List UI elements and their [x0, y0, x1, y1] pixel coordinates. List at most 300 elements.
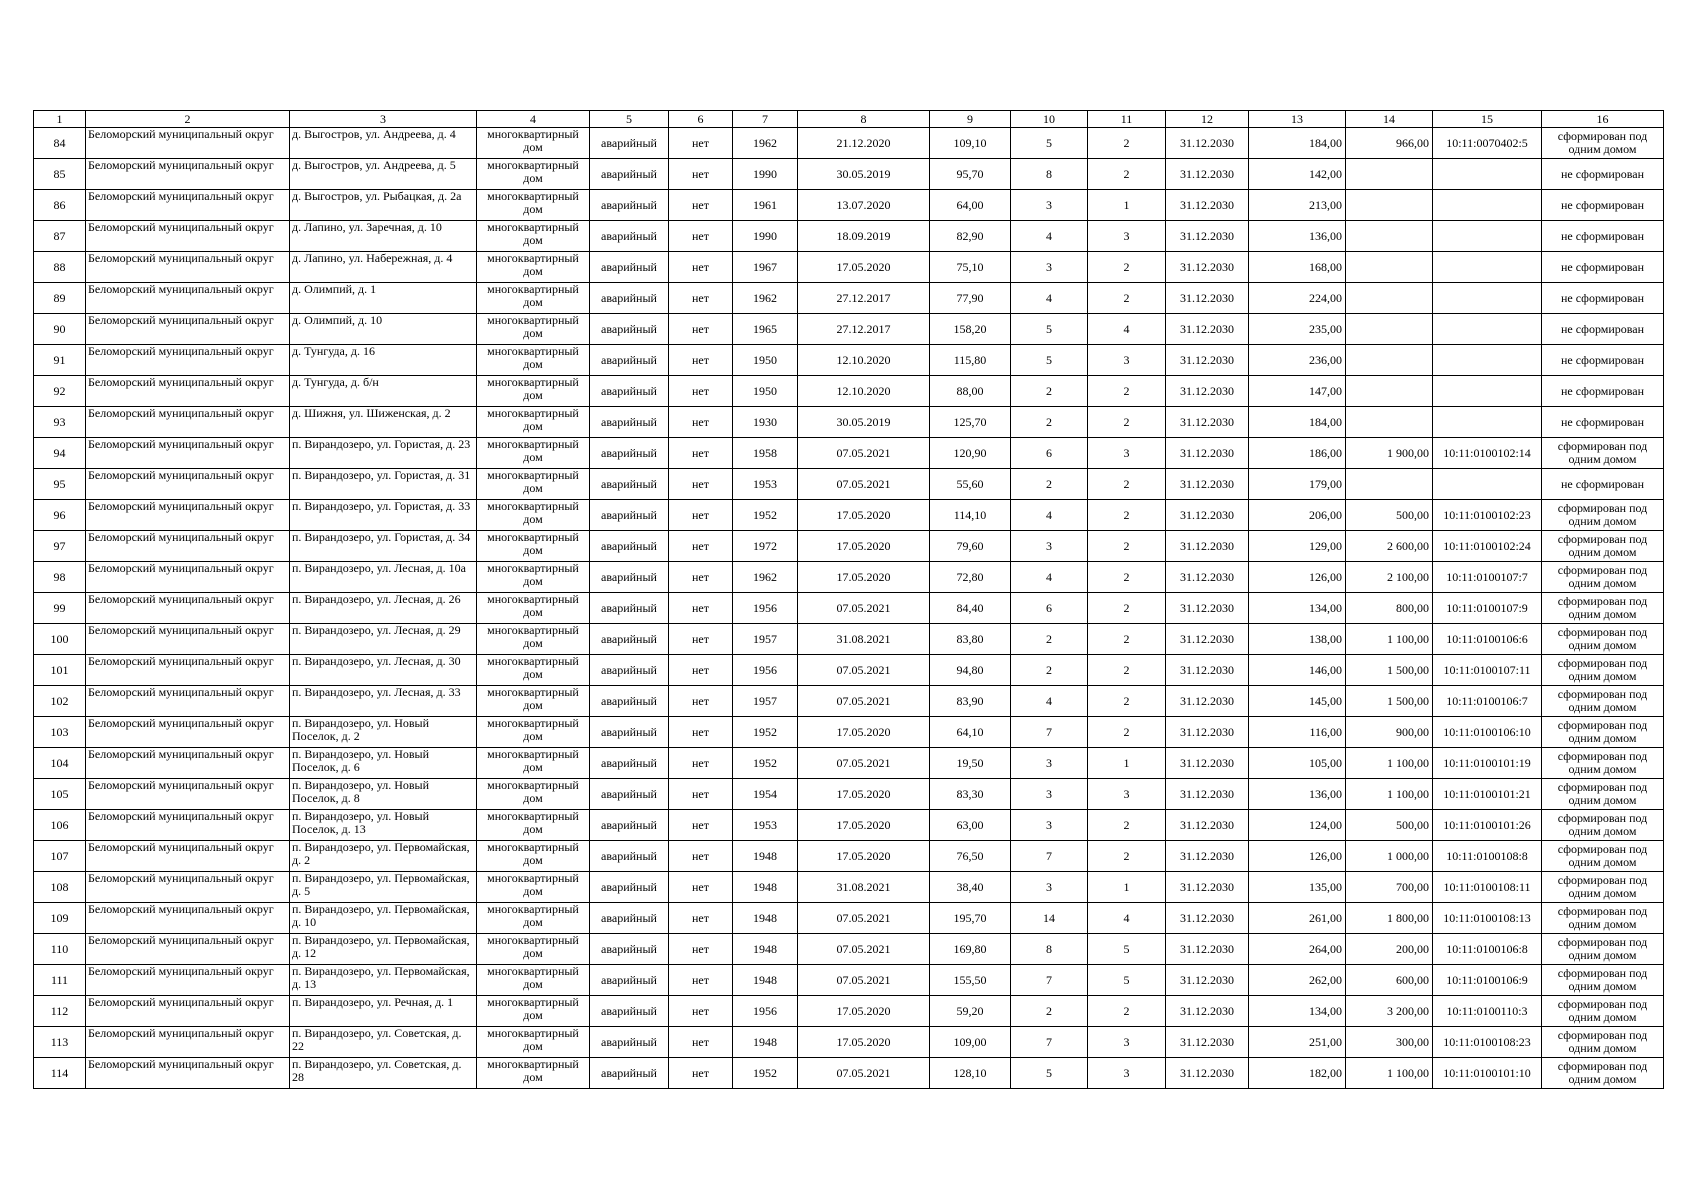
table-row — [34, 128, 1664, 159]
cell-residents: 7 — [1011, 965, 1088, 996]
cell-build-year: 1962 — [733, 283, 798, 314]
cell-cost-value: 136,00 — [1249, 779, 1346, 810]
cell-flag: нет — [669, 841, 733, 872]
cell-building-type: многоквартирный дом — [477, 934, 590, 965]
cell-address: д. Выгостров, ул. Андреева, д. 4 — [290, 128, 477, 159]
table-row — [34, 810, 1664, 841]
cell-address: п. Вирандозеро, ул. Первомайская, д. 5 — [290, 872, 477, 903]
cell-area: 169,80 — [930, 934, 1011, 965]
cell-deadline: 31.12.2030 — [1166, 624, 1249, 655]
cell-deadline: 31.12.2030 — [1166, 872, 1249, 903]
cell-cadastral-number: 10:11:0100107:9 — [1433, 593, 1542, 624]
cell-deadline: 31.12.2030 — [1166, 407, 1249, 438]
cell-row-number: 114 — [34, 1058, 86, 1089]
cell-cost-value: 145,00 — [1249, 686, 1346, 717]
cell-residents: 2 — [1011, 376, 1088, 407]
cell-row-number: 85 — [34, 159, 86, 190]
cell-flag: нет — [669, 624, 733, 655]
column-header-5: 5 — [590, 111, 669, 128]
cell-build-year: 1948 — [733, 903, 798, 934]
cell-building-type: многоквартирный дом — [477, 531, 590, 562]
cell-cadastral-number: 10:11:0100101:19 — [1433, 748, 1542, 779]
cell-deadline: 31.12.2030 — [1166, 965, 1249, 996]
cell-condition: аварийный — [590, 810, 669, 841]
cell-row-number: 89 — [34, 283, 86, 314]
cell-recognition-date: 17.05.2020 — [798, 996, 930, 1027]
cell-flag: нет — [669, 1058, 733, 1089]
table-header — [34, 111, 1664, 128]
cell-cadastral-number — [1433, 345, 1542, 376]
cell-condition: аварийный — [590, 438, 669, 469]
cell-deadline: 31.12.2030 — [1166, 779, 1249, 810]
cell-municipality: Беломорский муниципальный округ — [86, 624, 290, 655]
cell-recognition-date: 17.05.2020 — [798, 1027, 930, 1058]
cell-deadline: 31.12.2030 — [1166, 748, 1249, 779]
cell-cadastral-number — [1433, 221, 1542, 252]
cell-recognition-date: 31.08.2021 — [798, 624, 930, 655]
table-row — [34, 221, 1664, 252]
cell-deadline: 31.12.2030 — [1166, 562, 1249, 593]
cell-row-number: 100 — [34, 624, 86, 655]
cell-land-area: 1 100,00 — [1346, 779, 1433, 810]
cell-residents: 3 — [1011, 190, 1088, 221]
cell-recognition-date: 17.05.2020 — [798, 841, 930, 872]
cell-address: п. Вирандозеро, ул. Первомайская, д. 2 — [290, 841, 477, 872]
cell-address: п. Вирандозеро, ул. Первомайская, д. 13 — [290, 965, 477, 996]
cell-apartments: 1 — [1088, 190, 1166, 221]
cell-residents: 2 — [1011, 624, 1088, 655]
cell-area: 77,90 — [930, 283, 1011, 314]
cell-address: п. Вирандозеро, ул. Советская, д. 22 — [290, 1027, 477, 1058]
cell-address: п. Вирандозеро, ул. Лесная, д. 26 — [290, 593, 477, 624]
cell-condition: аварийный — [590, 221, 669, 252]
cell-building-type: многоквартирный дом — [477, 593, 590, 624]
cell-cost-value: 236,00 — [1249, 345, 1346, 376]
cell-flag: нет — [669, 345, 733, 376]
cell-build-year: 1953 — [733, 469, 798, 500]
cell-flag: нет — [669, 810, 733, 841]
table-row — [34, 1027, 1664, 1058]
cell-municipality: Беломорский муниципальный округ — [86, 376, 290, 407]
cell-condition: аварийный — [590, 531, 669, 562]
cell-deadline: 31.12.2030 — [1166, 655, 1249, 686]
cell-row-number: 110 — [34, 934, 86, 965]
cell-building-type: многоквартирный дом — [477, 562, 590, 593]
cell-row-number: 101 — [34, 655, 86, 686]
cell-flag: нет — [669, 159, 733, 190]
cell-land-area — [1346, 314, 1433, 345]
cell-area: 158,20 — [930, 314, 1011, 345]
cell-recognition-date: 31.08.2021 — [798, 872, 930, 903]
cell-building-type: многоквартирный дом — [477, 128, 590, 159]
cell-municipality: Беломорский муниципальный округ — [86, 438, 290, 469]
cell-condition: аварийный — [590, 252, 669, 283]
cell-row-number: 111 — [34, 965, 86, 996]
cell-residents: 8 — [1011, 159, 1088, 190]
cell-residents: 3 — [1011, 810, 1088, 841]
cell-land-area: 500,00 — [1346, 500, 1433, 531]
cell-build-year: 1948 — [733, 841, 798, 872]
cell-municipality: Беломорский муниципальный округ — [86, 779, 290, 810]
cell-condition: аварийный — [590, 748, 669, 779]
cell-land-area — [1346, 376, 1433, 407]
cell-cadastral-number: 10:11:0100107:11 — [1433, 655, 1542, 686]
cell-land-status: сформирован под одним домом — [1542, 903, 1664, 934]
cell-deadline: 31.12.2030 — [1166, 531, 1249, 562]
cell-land-status: не сформирован — [1542, 407, 1664, 438]
cell-address: п. Вирандозеро, ул. Новый Поселок, д. 13 — [290, 810, 477, 841]
cell-cost-value: 186,00 — [1249, 438, 1346, 469]
cell-municipality: Беломорский муниципальный округ — [86, 965, 290, 996]
cell-municipality: Беломорский муниципальный округ — [86, 128, 290, 159]
cell-deadline: 31.12.2030 — [1166, 128, 1249, 159]
cell-land-area — [1346, 469, 1433, 500]
table-row — [34, 624, 1664, 655]
cell-recognition-date: 17.05.2020 — [798, 531, 930, 562]
cell-deadline: 31.12.2030 — [1166, 438, 1249, 469]
cell-apartments: 2 — [1088, 469, 1166, 500]
cell-municipality: Беломорский муниципальный округ — [86, 872, 290, 903]
cell-condition: аварийный — [590, 283, 669, 314]
cell-recognition-date: 07.05.2021 — [798, 469, 930, 500]
cell-flag: нет — [669, 562, 733, 593]
cell-land-area: 1 500,00 — [1346, 655, 1433, 686]
cell-area: 82,90 — [930, 221, 1011, 252]
cell-land-area: 1 100,00 — [1346, 1058, 1433, 1089]
cell-row-number: 87 — [34, 221, 86, 252]
cell-condition: аварийный — [590, 128, 669, 159]
cell-row-number: 96 — [34, 500, 86, 531]
table-row — [34, 500, 1664, 531]
cell-flag: нет — [669, 531, 733, 562]
cell-cost-value: 213,00 — [1249, 190, 1346, 221]
cell-area: 63,00 — [930, 810, 1011, 841]
cell-flag: нет — [669, 655, 733, 686]
cell-deadline: 31.12.2030 — [1166, 996, 1249, 1027]
registry-sheet — [33, 110, 1663, 1089]
cell-building-type: многоквартирный дом — [477, 221, 590, 252]
cell-cost-value: 116,00 — [1249, 717, 1346, 748]
cell-residents: 3 — [1011, 252, 1088, 283]
cell-condition: аварийный — [590, 469, 669, 500]
cell-apartments: 2 — [1088, 593, 1166, 624]
cell-condition: аварийный — [590, 934, 669, 965]
cell-building-type: многоквартирный дом — [477, 903, 590, 934]
cell-land-status: не сформирован — [1542, 283, 1664, 314]
cell-area: 109,10 — [930, 128, 1011, 159]
cell-address: д. Шижня, ул. Шиженская, д. 2 — [290, 407, 477, 438]
cell-condition: аварийный — [590, 376, 669, 407]
cell-land-status: сформирован под одним домом — [1542, 872, 1664, 903]
table-row — [34, 252, 1664, 283]
cell-area: 120,90 — [930, 438, 1011, 469]
column-header-15: 15 — [1433, 111, 1542, 128]
table-row — [34, 531, 1664, 562]
cell-recognition-date: 07.05.2021 — [798, 655, 930, 686]
cell-land-status: не сформирован — [1542, 190, 1664, 221]
table-row — [34, 655, 1664, 686]
cell-recognition-date: 07.05.2021 — [798, 748, 930, 779]
cell-build-year: 1948 — [733, 1027, 798, 1058]
cell-residents: 3 — [1011, 748, 1088, 779]
cell-condition: аварийный — [590, 624, 669, 655]
cell-land-status: сформирован под одним домом — [1542, 128, 1664, 159]
cell-cadastral-number — [1433, 252, 1542, 283]
cell-address: д. Олимпий, д. 1 — [290, 283, 477, 314]
cell-building-type: многоквартирный дом — [477, 655, 590, 686]
cell-apartments: 2 — [1088, 717, 1166, 748]
cell-land-status: сформирован под одним домом — [1542, 779, 1664, 810]
cell-address: п. Вирандозеро, ул. Новый Поселок, д. 6 — [290, 748, 477, 779]
cell-residents: 14 — [1011, 903, 1088, 934]
cell-land-status: сформирован под одним домом — [1542, 562, 1664, 593]
cell-land-status: сформирован под одним домом — [1542, 438, 1664, 469]
header-row — [34, 111, 1664, 128]
cell-apartments: 4 — [1088, 314, 1166, 345]
cell-build-year: 1956 — [733, 593, 798, 624]
cell-municipality: Беломорский муниципальный округ — [86, 686, 290, 717]
cell-row-number: 92 — [34, 376, 86, 407]
cell-residents: 2 — [1011, 469, 1088, 500]
cell-municipality: Беломорский муниципальный округ — [86, 345, 290, 376]
cell-flag: нет — [669, 314, 733, 345]
cell-land-status: сформирован под одним домом — [1542, 965, 1664, 996]
table-row — [34, 748, 1664, 779]
cell-building-type: многоквартирный дом — [477, 252, 590, 283]
cell-row-number: 99 — [34, 593, 86, 624]
cell-land-area: 800,00 — [1346, 593, 1433, 624]
cell-address: п. Вирандозеро, ул. Лесная, д. 10а — [290, 562, 477, 593]
cell-cadastral-number: 10:11:0100102:24 — [1433, 531, 1542, 562]
cell-condition: аварийный — [590, 965, 669, 996]
cell-cost-value: 142,00 — [1249, 159, 1346, 190]
cell-residents: 4 — [1011, 562, 1088, 593]
cell-apartments: 2 — [1088, 562, 1166, 593]
cell-recognition-date: 17.05.2020 — [798, 779, 930, 810]
cell-recognition-date: 27.12.2017 — [798, 283, 930, 314]
cell-land-area — [1346, 221, 1433, 252]
cell-apartments: 2 — [1088, 996, 1166, 1027]
cell-land-area: 700,00 — [1346, 872, 1433, 903]
column-header-6: 6 — [669, 111, 733, 128]
cell-deadline: 31.12.2030 — [1166, 1058, 1249, 1089]
cell-building-type: многоквартирный дом — [477, 1058, 590, 1089]
cell-deadline: 31.12.2030 — [1166, 252, 1249, 283]
cell-building-type: многоквартирный дом — [477, 717, 590, 748]
cell-cost-value: 261,00 — [1249, 903, 1346, 934]
cell-apartments: 2 — [1088, 252, 1166, 283]
cell-cost-value: 224,00 — [1249, 283, 1346, 314]
cell-deadline: 31.12.2030 — [1166, 841, 1249, 872]
cell-municipality: Беломорский муниципальный округ — [86, 996, 290, 1027]
cell-row-number: 113 — [34, 1027, 86, 1058]
cell-address: п. Вирандозеро, ул. Советская, д. 28 — [290, 1058, 477, 1089]
cell-area: 109,00 — [930, 1027, 1011, 1058]
cell-building-type: многоквартирный дом — [477, 1027, 590, 1058]
cell-land-status: не сформирован — [1542, 252, 1664, 283]
cell-build-year: 1952 — [733, 500, 798, 531]
cell-recognition-date: 07.05.2021 — [798, 593, 930, 624]
cell-flag: нет — [669, 903, 733, 934]
cell-municipality: Беломорский муниципальный округ — [86, 531, 290, 562]
cell-land-status: сформирован под одним домом — [1542, 748, 1664, 779]
cell-deadline: 31.12.2030 — [1166, 1027, 1249, 1058]
cell-municipality: Беломорский муниципальный округ — [86, 903, 290, 934]
cell-cadastral-number: 10:11:0100101:10 — [1433, 1058, 1542, 1089]
cell-condition: аварийный — [590, 996, 669, 1027]
cell-municipality: Беломорский муниципальный округ — [86, 655, 290, 686]
cell-deadline: 31.12.2030 — [1166, 469, 1249, 500]
cell-building-type: многоквартирный дом — [477, 500, 590, 531]
cell-recognition-date: 07.05.2021 — [798, 1058, 930, 1089]
cell-cadastral-number — [1433, 376, 1542, 407]
cell-address: п. Вирандозеро, ул. Гористая, д. 31 — [290, 469, 477, 500]
cell-residents: 7 — [1011, 1027, 1088, 1058]
cell-flag: нет — [669, 934, 733, 965]
column-header-8: 8 — [798, 111, 930, 128]
cell-building-type: многоквартирный дом — [477, 314, 590, 345]
cell-build-year: 1962 — [733, 128, 798, 159]
cell-flag: нет — [669, 748, 733, 779]
cell-building-type: многоквартирный дом — [477, 407, 590, 438]
cell-condition: аварийный — [590, 190, 669, 221]
cell-building-type: многоквартирный дом — [477, 748, 590, 779]
cell-address: д. Олимпий, д. 10 — [290, 314, 477, 345]
cell-row-number: 109 — [34, 903, 86, 934]
cell-area: 19,50 — [930, 748, 1011, 779]
cell-apartments: 1 — [1088, 872, 1166, 903]
cell-land-status: сформирован под одним домом — [1542, 624, 1664, 655]
cell-land-area: 966,00 — [1346, 128, 1433, 159]
cell-municipality: Беломорский муниципальный округ — [86, 221, 290, 252]
cell-municipality: Беломорский муниципальный округ — [86, 283, 290, 314]
cell-land-area: 200,00 — [1346, 934, 1433, 965]
cell-row-number: 84 — [34, 128, 86, 159]
cell-building-type: многоквартирный дом — [477, 779, 590, 810]
table-row — [34, 593, 1664, 624]
table-row — [34, 283, 1664, 314]
cell-flag: нет — [669, 872, 733, 903]
cell-cadastral-number: 10:11:0100108:11 — [1433, 872, 1542, 903]
cell-area: 95,70 — [930, 159, 1011, 190]
table-row — [34, 345, 1664, 376]
cell-apartments: 2 — [1088, 500, 1166, 531]
cell-apartments: 2 — [1088, 128, 1166, 159]
cell-land-area: 1 100,00 — [1346, 748, 1433, 779]
column-header-3: 3 — [290, 111, 477, 128]
cell-apartments: 2 — [1088, 686, 1166, 717]
cell-recognition-date: 30.05.2019 — [798, 159, 930, 190]
cell-build-year: 1952 — [733, 717, 798, 748]
cell-address: п. Вирандозеро, ул. Лесная, д. 29 — [290, 624, 477, 655]
cell-residents: 3 — [1011, 872, 1088, 903]
cell-cost-value: 129,00 — [1249, 531, 1346, 562]
cell-row-number: 105 — [34, 779, 86, 810]
cell-address: д. Лапино, ул. Заречная, д. 10 — [290, 221, 477, 252]
cell-building-type: многоквартирный дом — [477, 872, 590, 903]
cell-building-type: многоквартирный дом — [477, 686, 590, 717]
cell-deadline: 31.12.2030 — [1166, 593, 1249, 624]
cell-cost-value: 262,00 — [1249, 965, 1346, 996]
cell-apartments: 3 — [1088, 221, 1166, 252]
cell-condition: аварийный — [590, 717, 669, 748]
cell-land-status: сформирован под одним домом — [1542, 810, 1664, 841]
cell-residents: 6 — [1011, 438, 1088, 469]
cell-address: п. Вирандозеро, ул. Новый Поселок, д. 2 — [290, 717, 477, 748]
cell-municipality: Беломорский муниципальный округ — [86, 593, 290, 624]
cell-cost-value: 184,00 — [1249, 128, 1346, 159]
table-row — [34, 996, 1664, 1027]
column-header-10: 10 — [1011, 111, 1088, 128]
cell-municipality: Беломорский муниципальный округ — [86, 1058, 290, 1089]
cell-apartments: 2 — [1088, 624, 1166, 655]
cell-land-area — [1346, 407, 1433, 438]
cell-land-status: сформирован под одним домом — [1542, 1058, 1664, 1089]
cell-address: д. Тунгуда, д. б/н — [290, 376, 477, 407]
cell-municipality: Беломорский муниципальный округ — [86, 1027, 290, 1058]
cell-apartments: 5 — [1088, 965, 1166, 996]
cell-recognition-date: 07.05.2021 — [798, 965, 930, 996]
cell-row-number: 108 — [34, 872, 86, 903]
cell-cadastral-number: 10:11:0100106:6 — [1433, 624, 1542, 655]
cell-area: 155,50 — [930, 965, 1011, 996]
cell-building-type: многоквартирный дом — [477, 996, 590, 1027]
cell-residents: 4 — [1011, 500, 1088, 531]
cell-recognition-date: 17.05.2020 — [798, 810, 930, 841]
cell-land-area — [1346, 283, 1433, 314]
cell-cadastral-number: 10:11:0100110:3 — [1433, 996, 1542, 1027]
cell-flag: нет — [669, 407, 733, 438]
cell-apartments: 2 — [1088, 810, 1166, 841]
cell-address: п. Вирандозеро, ул. Речная, д. 1 — [290, 996, 477, 1027]
cell-build-year: 1962 — [733, 562, 798, 593]
cell-flag: нет — [669, 717, 733, 748]
cell-land-status: сформирован под одним домом — [1542, 934, 1664, 965]
cell-recognition-date: 07.05.2021 — [798, 934, 930, 965]
cell-cost-value: 135,00 — [1249, 872, 1346, 903]
cell-building-type: многоквартирный дом — [477, 624, 590, 655]
cell-flag: нет — [669, 996, 733, 1027]
housing-registry-table — [33, 110, 1664, 1089]
cell-condition: аварийный — [590, 1027, 669, 1058]
cell-condition: аварийный — [590, 841, 669, 872]
cell-address: п. Вирандозеро, ул. Первомайская, д. 12 — [290, 934, 477, 965]
cell-land-status: сформирован под одним домом — [1542, 500, 1664, 531]
cell-building-type: многоквартирный дом — [477, 841, 590, 872]
table-row — [34, 841, 1664, 872]
cell-cadastral-number — [1433, 314, 1542, 345]
cell-deadline: 31.12.2030 — [1166, 500, 1249, 531]
cell-recognition-date: 07.05.2021 — [798, 438, 930, 469]
cell-cost-value: 126,00 — [1249, 841, 1346, 872]
table-row — [34, 190, 1664, 221]
cell-land-area: 3 200,00 — [1346, 996, 1433, 1027]
table-row — [34, 686, 1664, 717]
cell-flag: нет — [669, 438, 733, 469]
cell-deadline: 31.12.2030 — [1166, 345, 1249, 376]
cell-address: д. Выгостров, ул. Рыбацкая, д. 2а — [290, 190, 477, 221]
cell-build-year: 1948 — [733, 934, 798, 965]
cell-flag: нет — [669, 252, 733, 283]
table-row — [34, 376, 1664, 407]
column-header-7: 7 — [733, 111, 798, 128]
cell-row-number: 86 — [34, 190, 86, 221]
cell-residents: 5 — [1011, 128, 1088, 159]
cell-cost-value: 264,00 — [1249, 934, 1346, 965]
table-row — [34, 1058, 1664, 1089]
cell-address: д. Тунгуда, д. 16 — [290, 345, 477, 376]
cell-residents: 3 — [1011, 779, 1088, 810]
